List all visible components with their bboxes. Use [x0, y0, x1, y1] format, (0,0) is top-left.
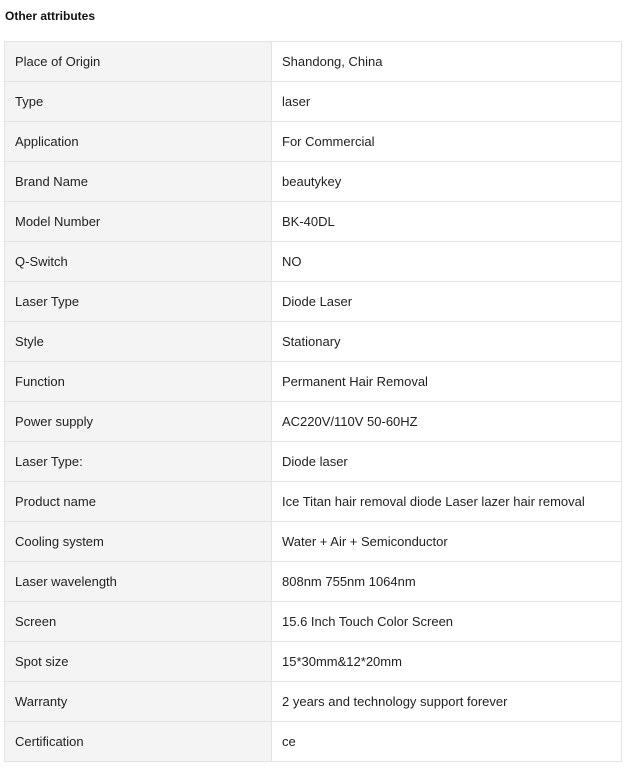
attribute-key: Type: [5, 82, 272, 122]
table-row: [5, 482, 622, 522]
attribute-value: Shandong, China: [272, 42, 622, 82]
attribute-value: Diode laser: [272, 442, 622, 482]
attribute-value: BK-40DL: [272, 202, 622, 242]
table-row: [5, 162, 622, 202]
table-row: [5, 522, 622, 562]
attribute-key: Laser Type: [5, 282, 272, 322]
attribute-value: For Commercial: [272, 122, 622, 162]
attribute-key: Application: [5, 122, 272, 162]
attribute-key: Warranty: [5, 682, 272, 722]
attributes-table-body: [5, 42, 622, 762]
attribute-key: Style: [5, 322, 272, 362]
section-title: Other attributes: [5, 9, 96, 23]
attribute-key: Laser Type:: [5, 442, 272, 482]
attribute-key: Spot size: [5, 642, 272, 682]
attribute-key: Place of Origin: [5, 42, 272, 82]
attribute-value: 15.6 Inch Touch Color Screen: [272, 602, 622, 642]
table-row: [5, 202, 622, 242]
attribute-key: Function: [5, 362, 272, 402]
attribute-value: AC220V/110V 50-60HZ: [272, 402, 622, 442]
attribute-key: Q-Switch: [5, 242, 272, 282]
attribute-value: Water + Air + Semiconductor: [272, 522, 622, 562]
table-row: [5, 442, 622, 482]
attribute-key: Certification: [5, 722, 272, 762]
attribute-value: Diode Laser: [272, 282, 622, 322]
attribute-key: Model Number: [5, 202, 272, 242]
attribute-key: Laser wavelength: [5, 562, 272, 602]
attribute-value: ce: [272, 722, 622, 762]
table-row: [5, 282, 622, 322]
attribute-value: laser: [272, 82, 622, 122]
table-row: [5, 322, 622, 362]
table-row: [5, 42, 622, 82]
attribute-value: Permanent Hair Removal: [272, 362, 622, 402]
table-row: [5, 722, 622, 762]
table-row: [5, 642, 622, 682]
table-row: [5, 362, 622, 402]
attribute-key: Screen: [5, 602, 272, 642]
attribute-key: Brand Name: [5, 162, 272, 202]
table-row: [5, 122, 622, 162]
attribute-value: 2 years and technology support forever: [272, 682, 622, 722]
table-row: [5, 562, 622, 602]
attribute-key: Product name: [5, 482, 272, 522]
attribute-value: 808nm 755nm 1064nm: [272, 562, 622, 602]
table-row: [5, 82, 622, 122]
attribute-value: NO: [272, 242, 622, 282]
attributes-table: [4, 41, 622, 762]
table-row: [5, 682, 622, 722]
attribute-value: beautykey: [272, 162, 622, 202]
attribute-value: Ice Titan hair removal diode Laser lazer hair removal: [272, 482, 622, 522]
attribute-value: 15*30mm&12*20mm: [272, 642, 622, 682]
table-row: [5, 242, 622, 282]
attribute-key: Cooling system: [5, 522, 272, 562]
attribute-key: Power supply: [5, 402, 272, 442]
attribute-value: Stationary: [272, 322, 622, 362]
table-row: [5, 602, 622, 642]
table-row: [5, 402, 622, 442]
